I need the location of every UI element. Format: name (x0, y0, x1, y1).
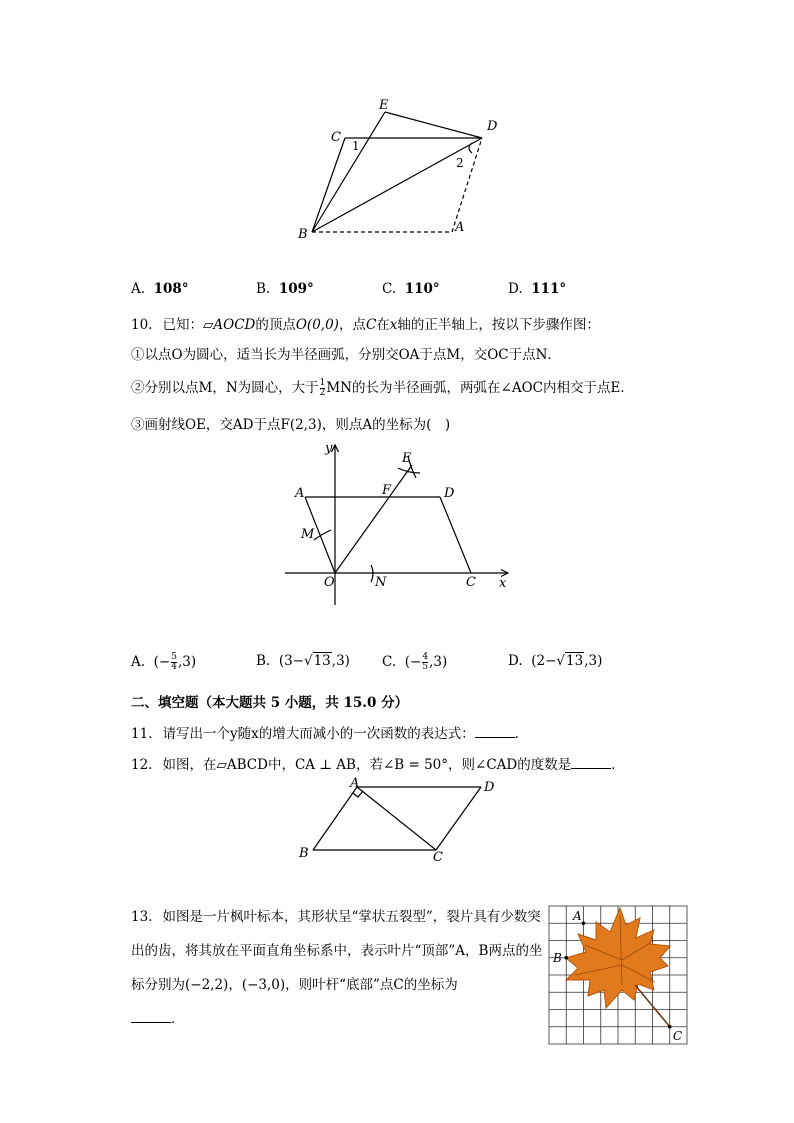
label-A: A (350, 776, 360, 791)
q9-option-d: D. 111° (508, 281, 567, 297)
q10-step-3: ③画射线OE，交AD于点F(2,3)，则点A的坐标为( ) (131, 417, 451, 433)
q13: 13. 如图是一片枫叶标本，其形状呈“掌状五裂型”，裂片具有少数突出的齿，将其放在平面直角坐标系中，表示叶片“顶部”A，B两点的坐标分别为(−2,2)，(−3,0)，则叶杆“底部”点C的坐标为 ． (131, 909, 543, 1027)
q10-stem: 10. 已知：▱AOCD的顶点O(0,0)，点C在x轴的正半轴上，按以下步骤作图： (131, 317, 600, 333)
q11: 11. 请写出一个y随x的增大而减小的一次函数的表达式： ． (131, 726, 529, 742)
label-C: C (331, 130, 341, 145)
label-B: B (553, 951, 562, 965)
section-2-title: 二、填空题（本大题共 5 小题，共 15.0 分） (131, 695, 409, 711)
answer-blank[interactable] (475, 725, 515, 738)
label-A: A (455, 220, 465, 235)
right-angle-mark (353, 791, 363, 797)
figure-q9 (290, 90, 520, 250)
label-A: A (295, 486, 305, 501)
figure-q13 (545, 902, 691, 1048)
q10-option-b: B. (3−√13,3) (256, 653, 350, 669)
q10-option-a: A. (− $\frac{5}{4}$ ,3) (131, 652, 197, 672)
point-B (564, 956, 568, 960)
label-D: D (484, 780, 495, 795)
answer-blank[interactable] (131, 1010, 171, 1023)
label-C: C (466, 575, 476, 590)
q10-step-1: ①以点O为圆心，适当长为半径画弧，分别交OA于点M，交OC于点N． (131, 347, 561, 363)
answer-blank[interactable] (571, 756, 611, 769)
q10-option-c: C. (− $\frac{4}{5}$ ,3) (382, 652, 448, 672)
label-B: B (299, 846, 309, 861)
label-N: N (375, 575, 387, 590)
edge-AB (313, 787, 357, 850)
label-angle-2: 2 (456, 156, 464, 170)
label-F: F (382, 483, 392, 498)
label-angle-1: 1 (352, 139, 360, 153)
label-C: C (673, 1029, 683, 1043)
ray-OE (335, 465, 412, 573)
arc-M (314, 530, 331, 540)
label-B: B (298, 227, 308, 242)
label-D: D (444, 486, 455, 501)
figure-q10 (280, 438, 520, 610)
edge-DC (440, 497, 471, 573)
label-E: E (379, 98, 389, 113)
q9-option-a: A. 108° (131, 281, 189, 297)
edge-ED (385, 112, 482, 138)
q10-step-2: ②分别以点M，N为圆心，大于 $\frac{1}{2}$ MN的长为半径画弧，两弧在∠AOC内相交于点E． (131, 378, 634, 398)
edge-BE (312, 112, 385, 232)
label-y: y (325, 441, 333, 456)
edge-AC (357, 787, 436, 850)
label-D: D (487, 119, 498, 134)
label-x: x (499, 576, 507, 591)
figure-q12 (295, 775, 505, 865)
fraction-half: $\frac{1}{2}$ (319, 378, 326, 398)
label-O: O (324, 575, 335, 590)
q10-option-d: D. (2−√13,3) (508, 653, 603, 669)
q12: 12. 如图，在▱ABCD中，CA ⊥ AB，若∠B = 50°，则∠CAD的度数是 ． (131, 757, 625, 773)
label-E: E (402, 451, 412, 466)
q9-option-b: B. 109° (256, 281, 314, 297)
q10-number: 10. (131, 317, 153, 333)
label-C: C (433, 850, 443, 865)
label-M: M (301, 527, 315, 542)
edge-CD (436, 787, 481, 850)
q9-option-c: C. 110° (382, 281, 440, 297)
label-A: A (573, 909, 582, 923)
point-C (668, 1025, 672, 1029)
point-A (582, 921, 586, 925)
